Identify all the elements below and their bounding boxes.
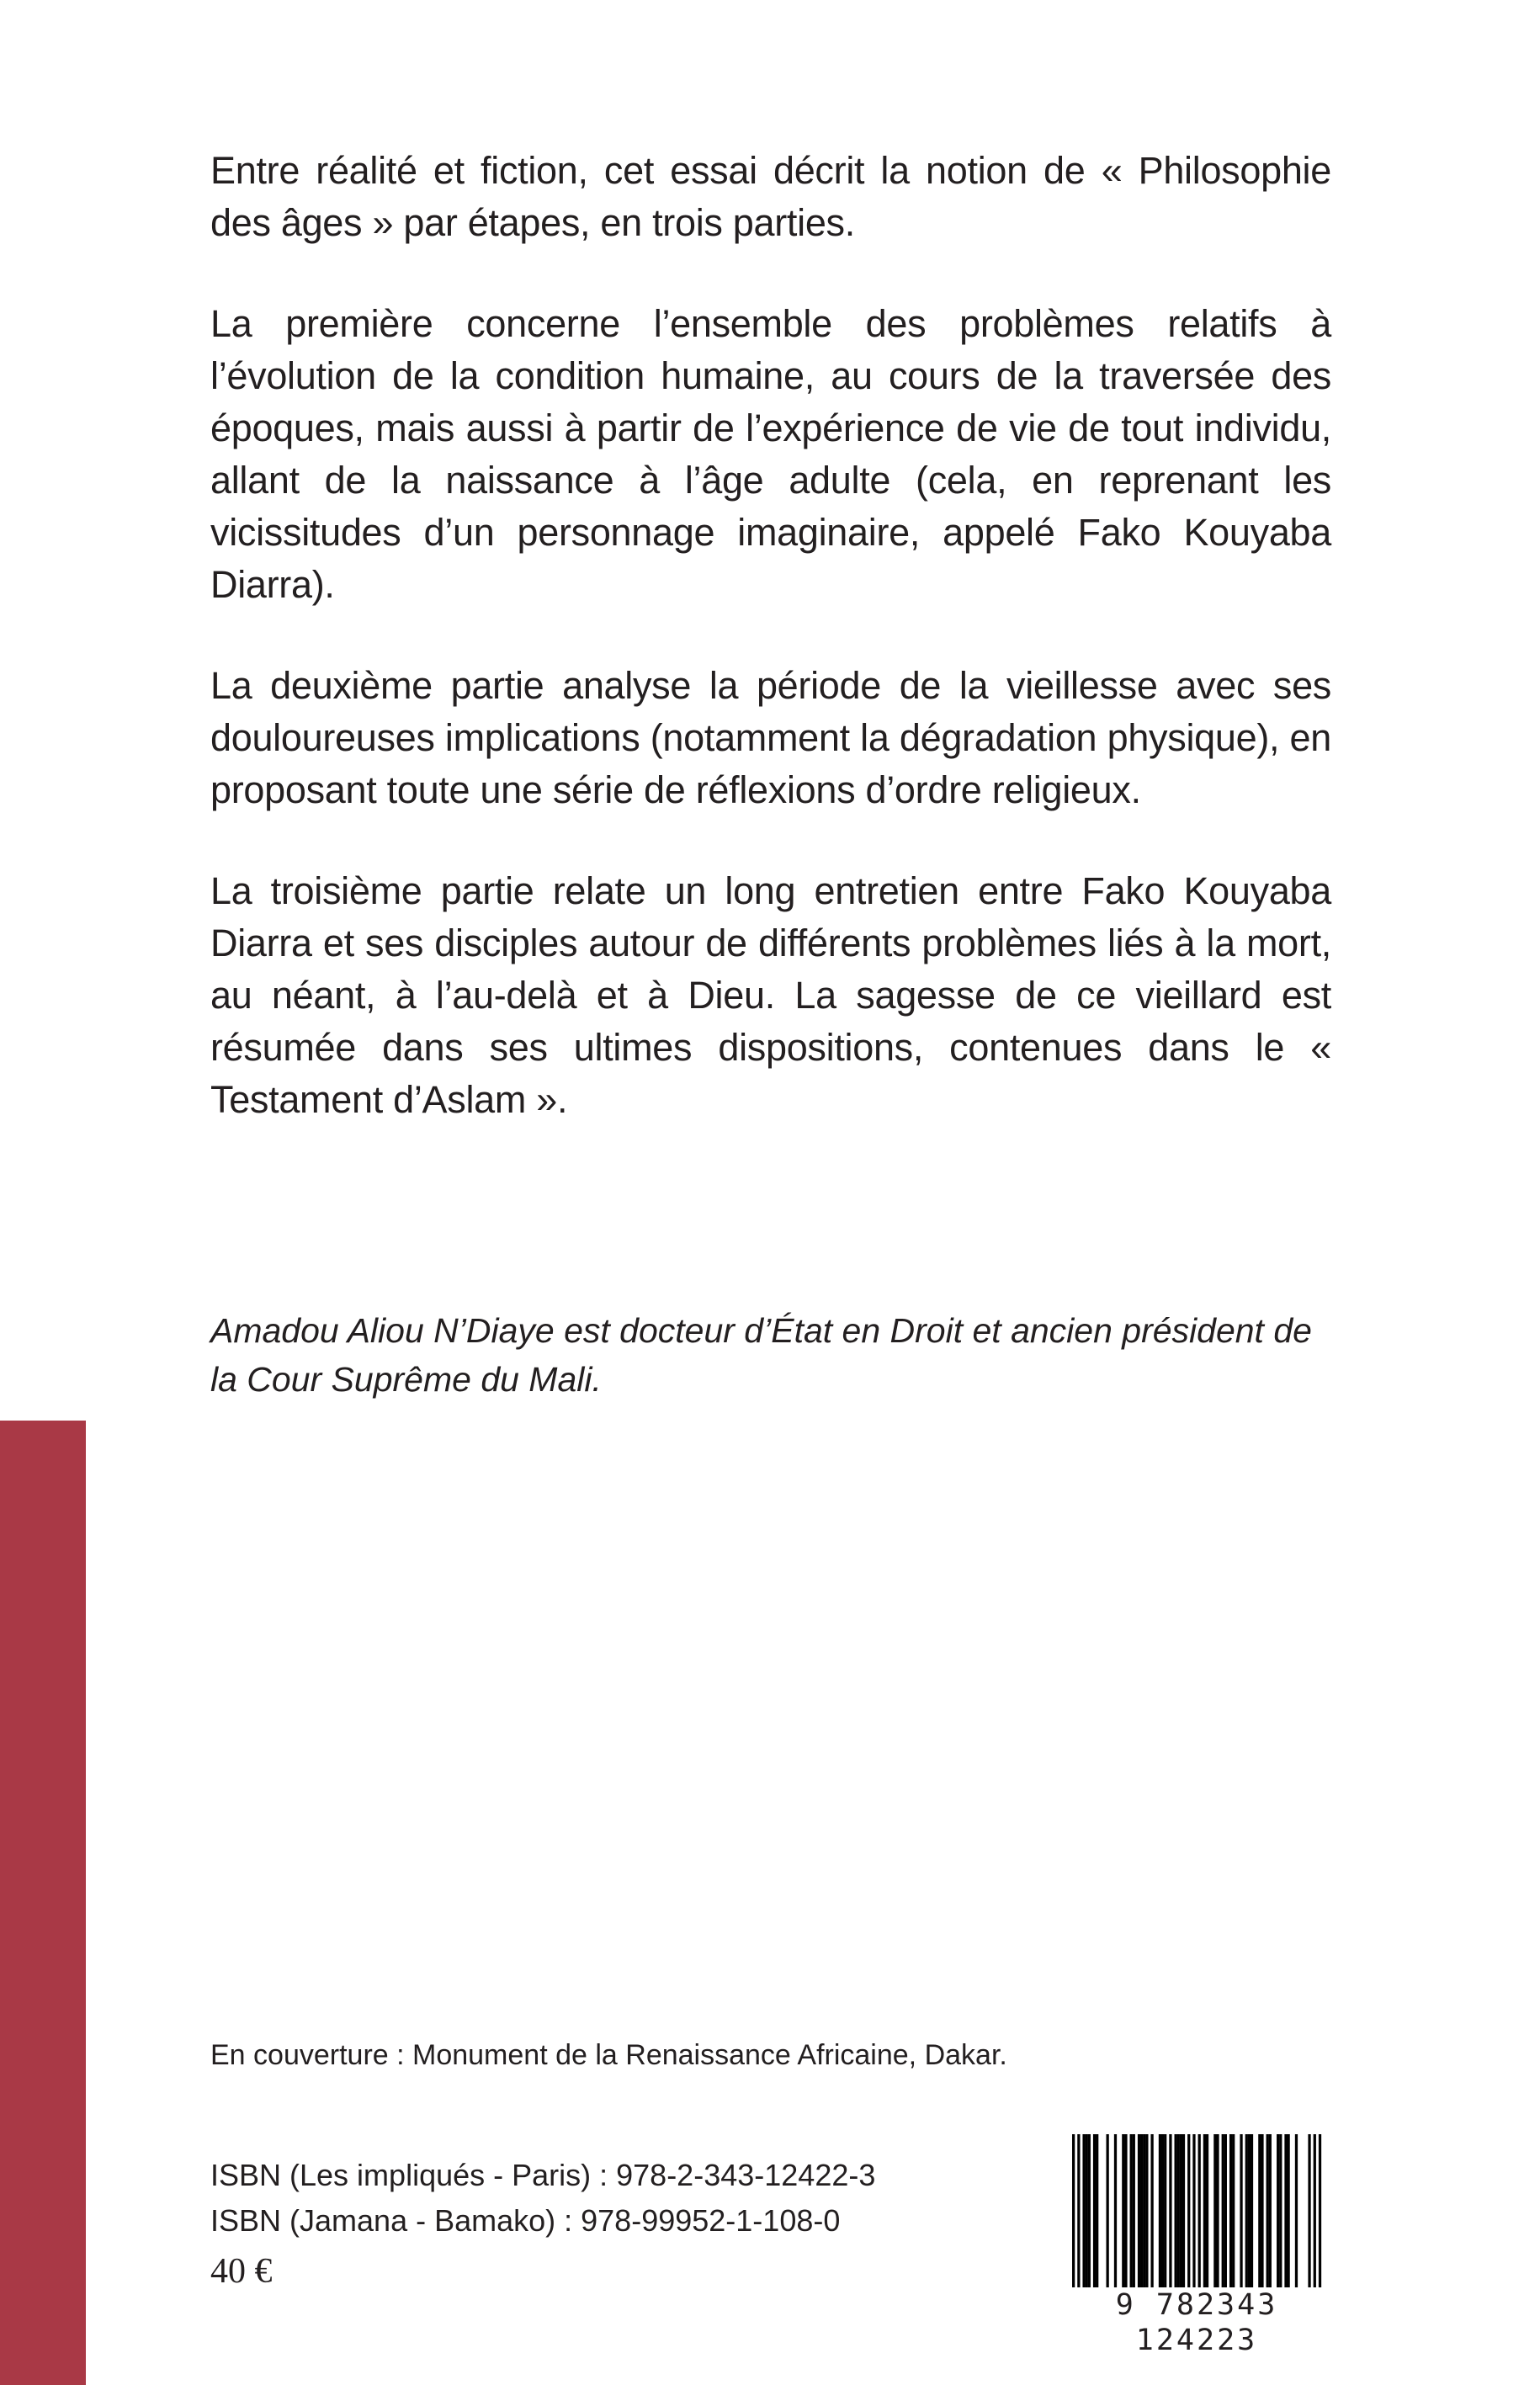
barcode-bar bbox=[1261, 2134, 1263, 2287]
barcode-bar bbox=[1216, 2134, 1219, 2287]
barcode-bar bbox=[1122, 2134, 1124, 2287]
blurb-paragraph-part-one: La première concerne l’ensemble des problèmes relatifs à l’évolution de la condition humaine, au cours de la traversée des époques, mais aussi à partir de l’expérience de vie de tout individu, allant de la naissance à l’âge adulte (cela, en reprenant les vicissitudes d’un personnage imaginaire, appelé Fako Kouyaba Diarra). bbox=[210, 302, 1331, 606]
barcode-bar bbox=[1295, 2134, 1298, 2287]
barcode-bar bbox=[1232, 2134, 1235, 2287]
barcode-bar bbox=[1203, 2134, 1206, 2287]
barcode bbox=[1055, 2134, 1338, 2357]
barcode-bar bbox=[1093, 2134, 1096, 2287]
price-label: 40 € bbox=[210, 2252, 273, 2291]
barcode-bar bbox=[1192, 2134, 1195, 2303]
barcode-bar bbox=[1187, 2134, 1190, 2287]
barcode-bar bbox=[1082, 2134, 1085, 2287]
back-cover-blurb bbox=[210, 145, 1331, 1175]
barcode-bar bbox=[1284, 2134, 1287, 2287]
barcode-bar bbox=[1269, 2134, 1272, 2287]
barcode-bar bbox=[1245, 2134, 1248, 2287]
barcode-bar bbox=[1140, 2134, 1143, 2287]
barcode-bar bbox=[1133, 2134, 1135, 2287]
barcode-bar bbox=[1088, 2134, 1091, 2287]
barcode-bar bbox=[1077, 2134, 1080, 2303]
barcode-bar bbox=[1267, 2134, 1269, 2287]
barcode-bar bbox=[1319, 2134, 1321, 2303]
barcode-bar bbox=[1279, 2134, 1282, 2287]
barcode-bar bbox=[1180, 2134, 1182, 2287]
barcode-bar bbox=[1224, 2134, 1227, 2287]
barcode-bar bbox=[1308, 2134, 1310, 2287]
barcode-bar bbox=[1096, 2134, 1098, 2287]
blurb-paragraph-part-three: La troisième partie relate un long entretien entre Fako Kouyaba Diarra et ses disciples autour de différents problèmes liés à la mort, au néant, à l’au-delà et à Dieu. La sagesse de ce vieillard est résumée dans ses ultimes dispositions, contenues dans le « Testament d’Aslam ». bbox=[210, 869, 1331, 1121]
barcode-bar bbox=[1213, 2134, 1216, 2287]
barcode-bar bbox=[1206, 2134, 1208, 2287]
barcode-bar bbox=[1314, 2134, 1316, 2303]
barcode-bar bbox=[1222, 2134, 1224, 2287]
side-accent-stripe bbox=[0, 1421, 86, 2385]
barcode-bar bbox=[1130, 2134, 1133, 2287]
isbn-paris: ISBN (Les impliqués - Paris) : 978-2-343-12422-3 bbox=[210, 2158, 876, 2192]
author-name: Amadou Aliou N’Diaye bbox=[210, 1311, 555, 1350]
barcode-bar bbox=[1145, 2134, 1148, 2287]
barcode-bar bbox=[1240, 2134, 1242, 2287]
barcode-bar bbox=[1251, 2134, 1253, 2287]
barcode-bar bbox=[1182, 2134, 1185, 2287]
barcode-bar bbox=[1072, 2134, 1075, 2303]
blurb-paragraph-intro: Entre réalité et fiction, cet essai décrit la notion de « Philosophie des âges » par étapes, en trois parties. bbox=[210, 149, 1331, 244]
isbn-bamako: ISBN (Jamana - Bamako) : 978-99952-1-108-0 bbox=[210, 2203, 841, 2238]
barcode-bar bbox=[1114, 2134, 1117, 2287]
cover-credit: En couverture : Monument de la Renaissance Africaine, Dakar. bbox=[210, 2039, 1007, 2071]
author-bio bbox=[210, 1306, 1338, 1404]
barcode-bars bbox=[1055, 2134, 1338, 2303]
barcode-bar bbox=[1138, 2134, 1140, 2287]
barcode-digits: 9 782343 124223 bbox=[1055, 2287, 1338, 2358]
barcode-bar bbox=[1258, 2134, 1261, 2287]
barcode-bar bbox=[1159, 2134, 1161, 2287]
barcode-bar bbox=[1169, 2134, 1171, 2287]
isbn-block bbox=[210, 2153, 875, 2294]
barcode-bar bbox=[1229, 2134, 1232, 2287]
barcode-bar bbox=[1177, 2134, 1180, 2287]
barcode-bar bbox=[1124, 2134, 1127, 2287]
barcode-bar bbox=[1248, 2134, 1251, 2287]
barcode-bar bbox=[1287, 2134, 1289, 2287]
barcode-bar bbox=[1086, 2134, 1088, 2287]
barcode-bar bbox=[1164, 2134, 1166, 2287]
barcode-bar bbox=[1143, 2134, 1145, 2287]
barcode-bar bbox=[1175, 2134, 1177, 2287]
blurb-paragraph-part-two: La deuxième partie analyse la période de la vieillesse avec ses douloureuses implications (notamment la dégradation physique), en proposant toute une série de réflexions d’ordre religieux. bbox=[210, 664, 1331, 811]
author-description: est docteur d’État en Droit et ancien président de la Cour Suprême du Mali. bbox=[210, 1311, 1312, 1399]
barcode-bar bbox=[1107, 2134, 1109, 2287]
barcode-bar bbox=[1150, 2134, 1153, 2287]
barcode-bar bbox=[1198, 2134, 1201, 2303]
barcode-bar bbox=[1277, 2134, 1279, 2287]
barcode-bar bbox=[1161, 2134, 1164, 2287]
